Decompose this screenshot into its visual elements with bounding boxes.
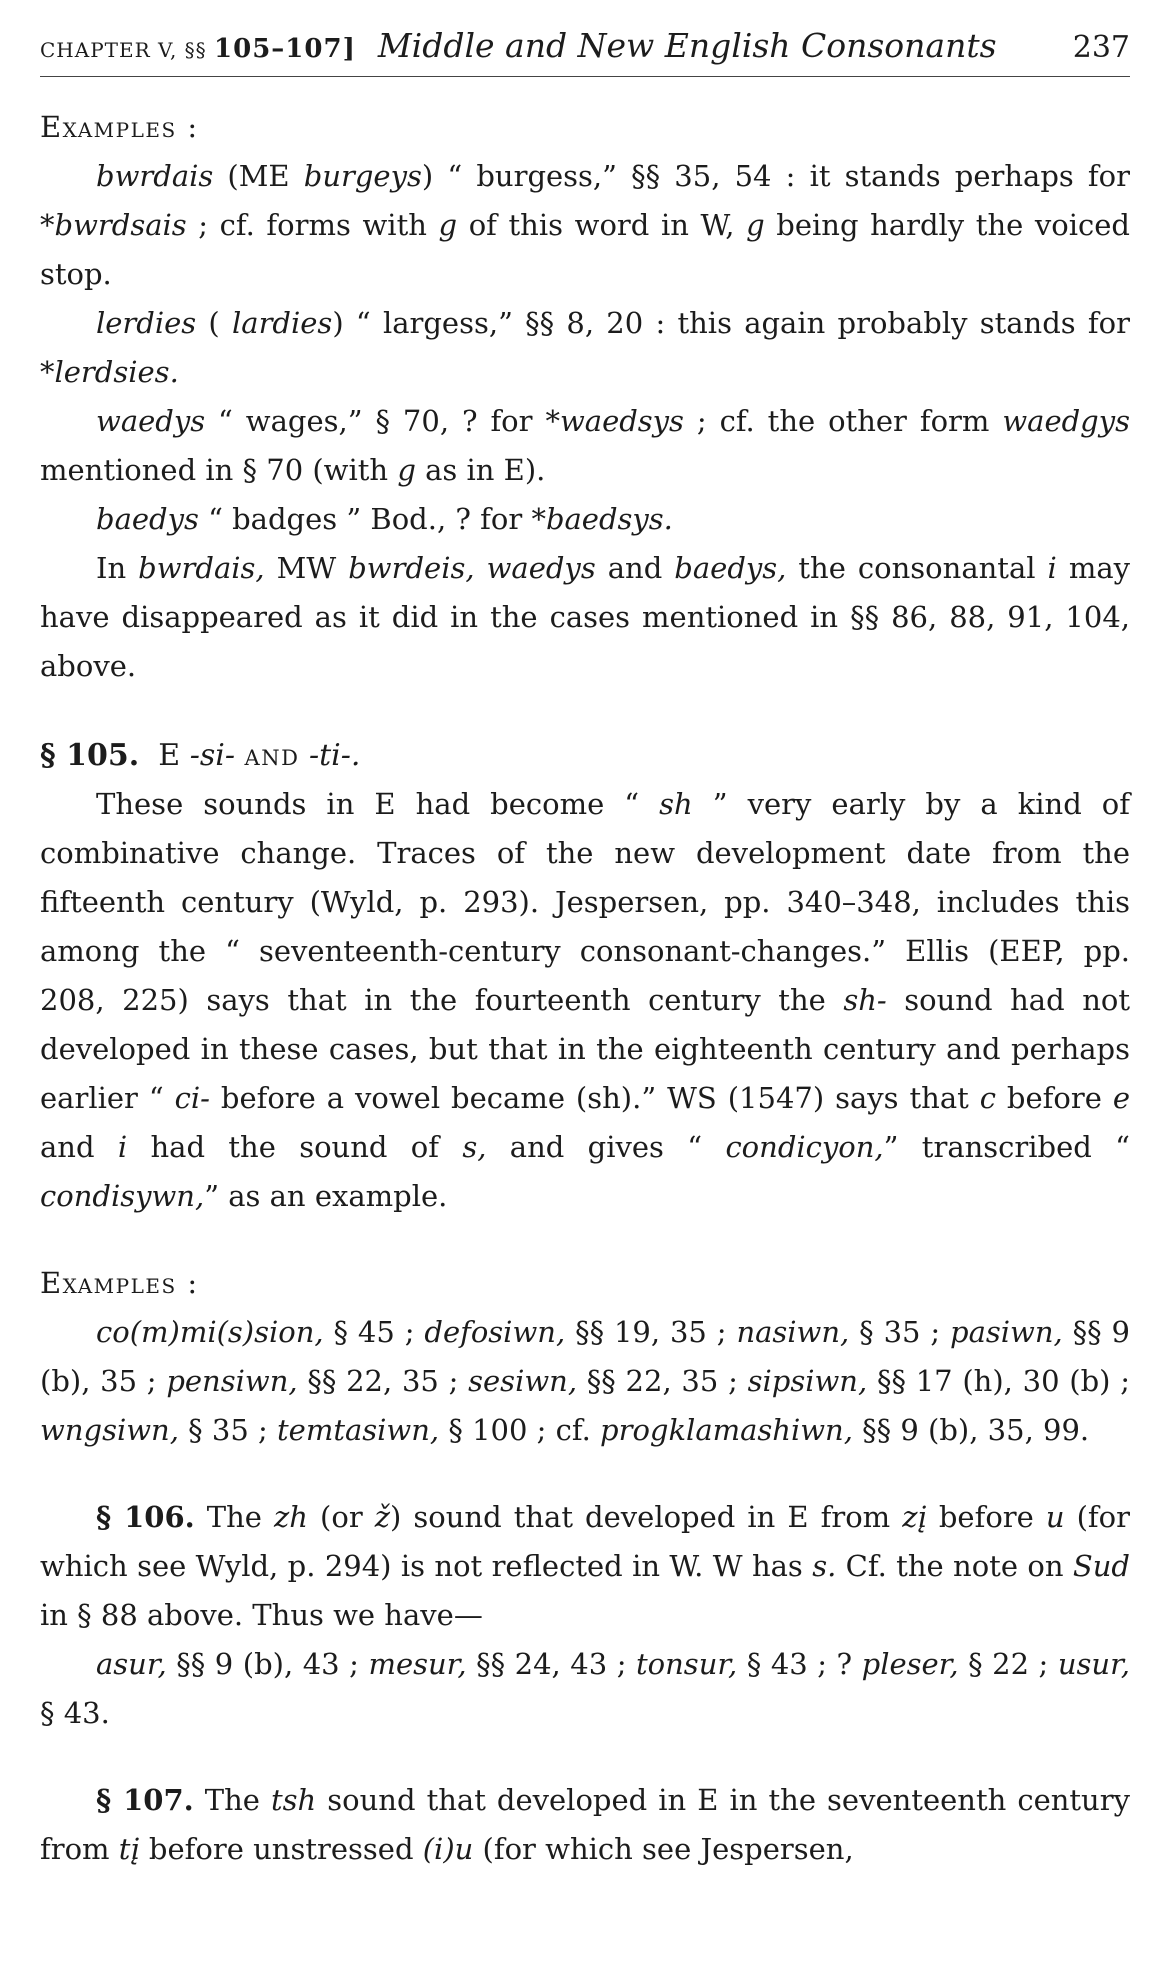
- paragraph-consonantal-i: In bwrdais, MW bwrdeis, waedys and baedys, the consonantal i may have disappeared as it did in the cases mentioned in §§ 86, 88, 91, 104, above.: [40, 551, 1131, 683]
- section-heading-105: § 105. E -si- and -ti-.: [40, 738, 361, 773]
- page-number: 237: [1072, 30, 1130, 65]
- section-106: § 106. The zh (or ž) sound that developed in E from zį before u (for which see Wyld, p. 294) is not reflected in W. W has s. Cf. the note on Sud in § 88 above. Thus we have—: [40, 1500, 1130, 1632]
- chapter-reference: CHAPTER V, §§ 105–107]: [40, 34, 356, 64]
- example-entry-baedys: baedys “ badges ” Bod., ? for *baedsys.: [96, 502, 673, 536]
- example-entry-bwrdais: bwrdais (ME burgeys) “ burgess,” §§ 35, 54 : it stands perhaps for *bwrdsais ; cf. forms with g of this word in W, g being hardly the voiced stop.: [40, 159, 1131, 291]
- examples-list-105: co(m)mi(s)sion, § 45 ; defosiwn, §§ 19, 35 ; nasiwn, § 35 ; pasiwn, §§ 9 (b), 35 ; pensiwn, §§ 22, 35 ; sesiwn, §§ 22, 35 ; sipsiwn, §§ 17 (h), 30 (b) ; wngsiwn, § 35 ; temtasiwn, § 100 ; cf. progklamashiwn, §§ 9 (b), 35, 99.: [40, 1315, 1131, 1447]
- example-entry-lerdies: lerdies ( lardies) “ largess,” §§ 8, 20 : this again probably stands for *lerdsies.: [40, 306, 1130, 389]
- running-title: Middle and New English Consonants: [377, 26, 997, 65]
- paragraph-105: These sounds in E had become “ sh ” very early by a kind of combinative change. Traces of the new development date from the fifteenth century (Wyld, p. 293). Jespersen, pp. 340–348, includes this among the “ seventeenth-century consonant-changes.” Ellis (EEP, pp. 208, 225) says that in the fourteenth century the sh- sound had not developed in these cases, but that in the eighteenth century and perhaps earlier “ ci- before a vowel became (sh).” WS (1547) says that c before e and i had the sound of s, and gives “ condicyon,” transcribed “ condisywn,” as an example.: [40, 787, 1131, 1213]
- section-range: 105–107]: [214, 34, 356, 64]
- section-107: § 107. The tsh sound that developed in E in the seventeenth century from tį before unstressed (i)u (for which see Jespersen,: [40, 1783, 1130, 1866]
- examples-label-105: Examples :: [40, 1266, 199, 1300]
- running-head: [40, 16, 1130, 77]
- examples-list-106: asur, §§ 9 (b), 43 ; mesur, §§ 24, 43 ; tonsur, § 43 ; ? pleser, § 22 ; usur, § 43.: [40, 1647, 1131, 1730]
- example-entry-waedys: waedys “ wages,” § 70, ? for *waedsys ; cf. the other form waedgys mentioned in § 70 (with g as in E).: [40, 404, 1131, 487]
- examples-label: Examples :: [40, 110, 199, 144]
